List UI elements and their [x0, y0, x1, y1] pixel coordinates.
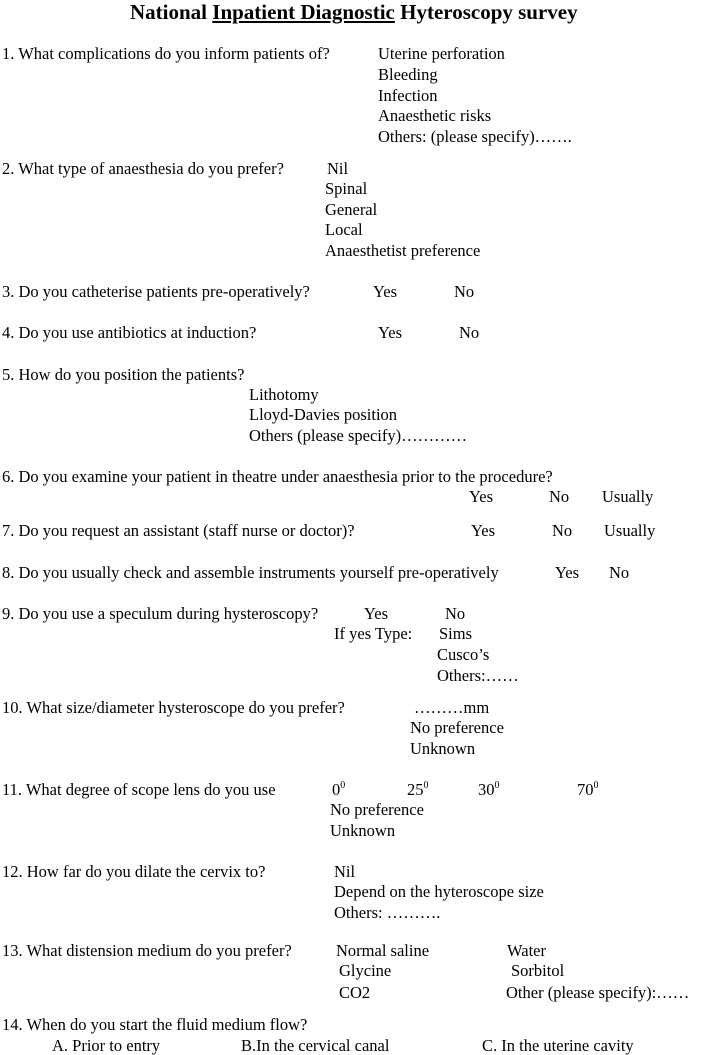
- q8-question: 8. Do you usually check and assemble instruments yourself pre-operatively: [2, 563, 499, 582]
- q1-option[interactable]: Uterine perforation: [378, 44, 505, 63]
- q9-sub-option[interactable]: Others:……: [437, 666, 519, 685]
- q13-question: 13. What distension medium do you prefer?: [2, 941, 292, 960]
- q2-option[interactable]: Local: [325, 220, 363, 239]
- q1-option[interactable]: Anaesthetic risks: [378, 106, 492, 125]
- q13-option[interactable]: Glycine: [339, 961, 392, 980]
- q2-option[interactable]: General: [325, 200, 378, 219]
- degree-value: 30: [478, 780, 495, 799]
- q13-option[interactable]: Water: [507, 941, 546, 960]
- degree-sup: 0: [423, 780, 429, 791]
- q2-option[interactable]: Spinal: [325, 179, 368, 198]
- q10-option[interactable]: Unknown: [410, 739, 476, 758]
- q1-option[interactable]: Bleeding: [378, 65, 438, 84]
- degree-sup: 0: [494, 780, 500, 791]
- q11-degree-30[interactable]: [478, 782, 500, 799]
- page-title: [130, 2, 578, 23]
- title-part-1: National: [130, 0, 213, 24]
- q2-option[interactable]: Anaesthetist preference: [325, 241, 481, 260]
- q9-sub-option[interactable]: Sims: [439, 624, 473, 643]
- degree-sup: 0: [593, 780, 599, 791]
- q11-option[interactable]: Unknown: [330, 821, 396, 840]
- q4-option-yes[interactable]: Yes: [378, 323, 403, 342]
- q10-option[interactable]: ………mm: [414, 698, 490, 717]
- q6-option-yes[interactable]: Yes: [469, 487, 494, 506]
- q8-option-yes[interactable]: Yes: [555, 563, 580, 582]
- q11-degree-70[interactable]: [577, 782, 599, 799]
- q12-question: 12. How far do you dilate the cervix to?: [2, 862, 266, 881]
- q9-question: 9. Do you use a speculum during hysteroscopy?: [2, 604, 319, 623]
- q12-option[interactable]: Depend on the hyteroscope size: [334, 882, 544, 901]
- q13-option[interactable]: Sorbitol: [511, 961, 565, 980]
- title-part-2: Inpatient Diagnostic: [212, 0, 395, 24]
- q11-degree-0[interactable]: [332, 782, 345, 799]
- q9-sub-label: If yes Type:: [334, 624, 413, 643]
- q10-question: 10. What size/diameter hysteroscope do you prefer?: [2, 698, 345, 717]
- q10-option[interactable]: No preference: [410, 718, 504, 737]
- q6-question: 6. Do you examine your patient in theatre under anaesthesia prior to the procedure?: [2, 467, 553, 486]
- q14-option-a[interactable]: A. Prior to entry: [52, 1036, 161, 1055]
- q5-option[interactable]: Lithotomy: [249, 385, 319, 404]
- degree-value: 0: [332, 780, 341, 799]
- q9-option-yes[interactable]: Yes: [364, 604, 389, 623]
- q8-option-no[interactable]: No: [609, 563, 630, 582]
- q11-question: 11. What degree of scope lens do you use: [2, 780, 276, 799]
- q6-option-no[interactable]: No: [549, 487, 570, 506]
- q9-sub-option[interactable]: Cusco’s: [437, 645, 490, 664]
- q12-option[interactable]: Nil: [334, 862, 356, 881]
- q12-option[interactable]: Others: ……….: [334, 903, 441, 922]
- q11-degree-25[interactable]: [407, 782, 429, 799]
- q14-option-c[interactable]: C. In the uterine cavity: [482, 1036, 634, 1055]
- q6-option-usually[interactable]: Usually: [602, 487, 654, 506]
- q1-option[interactable]: Infection: [378, 86, 438, 105]
- q4-option-no[interactable]: No: [459, 323, 480, 342]
- q7-question: 7. Do you request an assistant (staff nurse or doctor)?: [2, 521, 355, 540]
- q13-option[interactable]: Normal saline: [336, 941, 430, 960]
- degree-sup: 0: [340, 780, 346, 791]
- degree-value: 25: [407, 780, 424, 799]
- q9-option-no[interactable]: No: [445, 604, 466, 623]
- q5-option[interactable]: Others (please specify)…………: [249, 426, 468, 445]
- q7-option-no[interactable]: No: [552, 521, 573, 540]
- q14-question: 14. When do you start the fluid medium flow?: [2, 1015, 308, 1034]
- title-part-3: Hyteroscopy survey: [394, 0, 578, 24]
- q3-option-yes[interactable]: Yes: [373, 282, 398, 301]
- degree-value: 70: [577, 780, 594, 799]
- q13-option[interactable]: CO2: [339, 983, 371, 1002]
- q5-option[interactable]: Lloyd-Davies position: [249, 405, 398, 424]
- q11-option[interactable]: No preference: [330, 800, 424, 819]
- q3-question: 3. Do you catheterise patients pre-operatively?: [2, 282, 310, 301]
- q13-option[interactable]: Other (please specify):……: [506, 983, 690, 1002]
- q5-question: 5. How do you position the patients?: [2, 365, 245, 384]
- q1-option[interactable]: Others: (please specify)…….: [378, 127, 572, 146]
- q1-question: 1. What complications do you inform patients of?: [2, 44, 330, 63]
- q4-question: 4. Do you use antibiotics at induction?: [2, 323, 257, 342]
- q7-option-yes[interactable]: Yes: [471, 521, 496, 540]
- q2-question: 2. What type of anaesthesia do you prefer?: [2, 159, 284, 178]
- q2-option[interactable]: Nil: [327, 159, 349, 178]
- q14-option-b[interactable]: B.In the cervical canal: [241, 1036, 390, 1055]
- q7-option-usually[interactable]: Usually: [604, 521, 656, 540]
- q3-option-no[interactable]: No: [454, 282, 475, 301]
